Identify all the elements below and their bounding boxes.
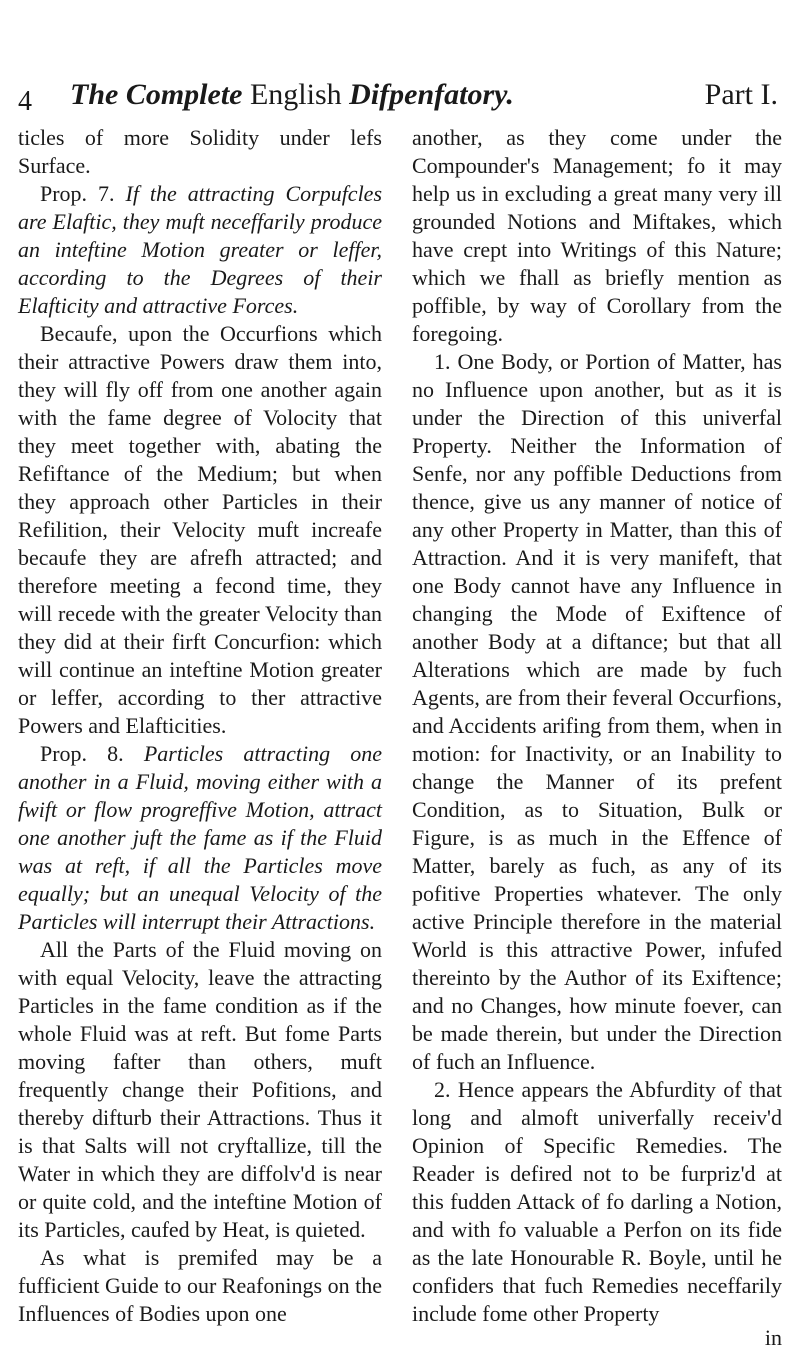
paragraph: As what is premifed may be a fufficient Guide to our Reafonings on the Influences of Bodies upon one (18, 1245, 382, 1326)
paragraph: Becaufe, upon the Occurfions which their attractive Powers draw them into, they will fly off from one another again with the fame degree of Volocity that they meet together with, abating the Refiftance of the Medium; but when they approach other Particles in their Refilition, their Velocity muft increafe becaufe they are afrefh attracted; and therefore meeting a fecond time, they will recede with the greater Velocity than they did at their firft Concurfion: which will continue an inteftine Motion greater or leffer, according to ther attractive Powers and Elafticities. (18, 321, 382, 738)
paragraph: All the Parts of the Fluid moving on with equal Velocity, leave the attracting Particles in the fame condition as if the whole Fluid was at reft. But fome Parts moving fafter than others, muft frequently change their Pofitions, and thereby difturb their Attractions. Thus it is that Salts will not cryftallize, till the Water in which they are diffolv'd is near or quite cold, and the inteftine Motion of its Particles, caufed by Heat, is quieted. (18, 937, 382, 1242)
paragraph: another, as they come under the Compounder's Management; fo it may help us in excluding a great many very ill grounded Notions and Miftakes, which have crept into Writings of this Nature; which we fhall as briefly mention as poffible, by way of Corollary from the foregoing. (412, 125, 782, 346)
page-number: 4 (18, 86, 32, 117)
right-column (412, 124, 782, 1352)
running-title-plain: English (249, 78, 342, 111)
proposition-statement: Particles attracting one another in a Fluid, moving either with a fwift or flow progreffive Motion, attract one another juft the fame as if the Fluid was at reft, if all the Particles move equally; but an unequal Velocity of the Particles will interrupt their Attractions. (18, 741, 383, 934)
running-title (70, 78, 514, 112)
proposition-label: Prop. 8. (40, 741, 124, 766)
proposition-7 (18, 180, 382, 320)
corollary-1: 1. One Body, or Portion of Matter, has no Influence upon another, but as it is under the Direction of this univerfal Property. Neither the Information of Senfe, nor any poffible Deductions from thence, give us any manner of notice of any other Property in Matter, than this of Attraction. And it is very manifeft, that one Body cannot have any Influence in changing the Mode of Exiftence of another Body at a diftance; but that all Alterations which are made by fuch Agents, are from their feveral Occurfions, and Accidents arifing from them, when in motion: for Inactivity, or an Inability to change the Manner of its prefent Condition, as to Situation, Bulk or Figure, is as much in the Effence of Matter, barely as fuch, as any of its pofitive Properties whatever. The only active Principle therefore in the material World is this attractive Power, infufed thereinto by the Author of its Exiftence; and no Changes, how minute foever, can be made therein, but under the Direction of fuch an Influence. (412, 349, 782, 1074)
left-column (18, 124, 382, 1328)
proposition-8 (18, 740, 382, 936)
paragraph: ticles of more Solidity under lefs Surface. (18, 125, 382, 178)
running-title-italic-1: The Complete (70, 78, 243, 111)
proposition-label: Prop. 7. (40, 181, 115, 206)
running-header (18, 78, 778, 126)
catchword: in (764, 1325, 782, 1350)
part-label: Part I. (704, 78, 778, 111)
running-title-italic-2: Difpenfatory. (349, 78, 514, 111)
corollary-2: 2. Hence appears the Abfurdity of that long and almoft univerfally receiv'd Opinion of Specific Remedies. The Reader is defired not to be furpriz'd at this fudden Attack of fo darling a Notion, and with fo valuable a Perfon on its fide as the late Honourable R. Boyle, until he confiders that fuch Remedies neceffarily include fome other Property (412, 1077, 782, 1326)
proposition-statement: If the attracting Corpufcles are Elaftic, they muft neceffarily produce an inteftine Motion greater or leffer, according to the Degrees of their Elafticity and attractive Forces. (18, 181, 383, 318)
